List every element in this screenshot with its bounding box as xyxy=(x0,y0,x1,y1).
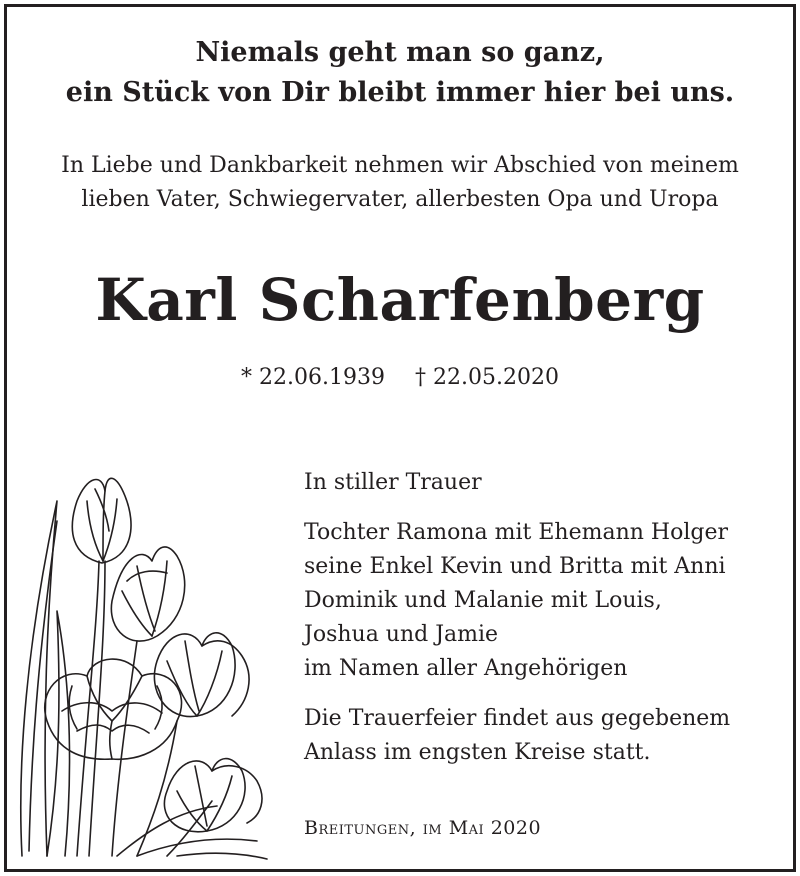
mourner-line: seine Enkel Kevin und Britta mit Anni xyxy=(304,554,726,579)
mourner-line: Tochter Ramona mit Ehemann Holger xyxy=(304,520,729,545)
mourner-line: Dominik und Malanie mit Louis, xyxy=(304,588,662,613)
mourner-line: im Namen aller Angehörigen xyxy=(304,656,628,681)
place-and-date: Breitungen, im Mai 2020 xyxy=(304,817,542,839)
motto xyxy=(11,33,789,113)
mourning-heading: In stiller Trauer xyxy=(304,470,482,495)
funeral-notice xyxy=(304,702,730,770)
notice-line-2: Anlass im engsten Kreise statt. xyxy=(304,740,651,765)
mourners-section xyxy=(304,466,730,786)
intro-line-1: In Liebe und Dankbarkeit nehmen wir Abschied von meinem xyxy=(61,153,739,178)
obituary-content xyxy=(11,11,789,865)
life-dates xyxy=(11,363,789,393)
birth-date: * 22.06.1939 xyxy=(241,365,385,390)
notice-line-1: Die Trauerfeier findet aus gegebenem xyxy=(304,706,731,731)
intro-line-2: lieben Vater, Schwiegervater, allerbesten Opa und Uropa xyxy=(81,187,719,212)
motto-line-1: Niemals geht man so ganz, xyxy=(195,37,605,68)
intro-text xyxy=(11,149,789,217)
obituary-frame xyxy=(4,4,796,872)
mourner-line: Joshua und Jamie xyxy=(304,622,499,647)
mourners-list xyxy=(304,516,730,686)
deceased-name: Karl Scharfenberg xyxy=(95,266,705,334)
motto-line-2: ein Stück von Dir bleibt immer hier bei uns. xyxy=(65,77,735,108)
death-date: † 22.05.2020 xyxy=(415,365,559,390)
tulip-bouquet-icon xyxy=(17,461,277,861)
